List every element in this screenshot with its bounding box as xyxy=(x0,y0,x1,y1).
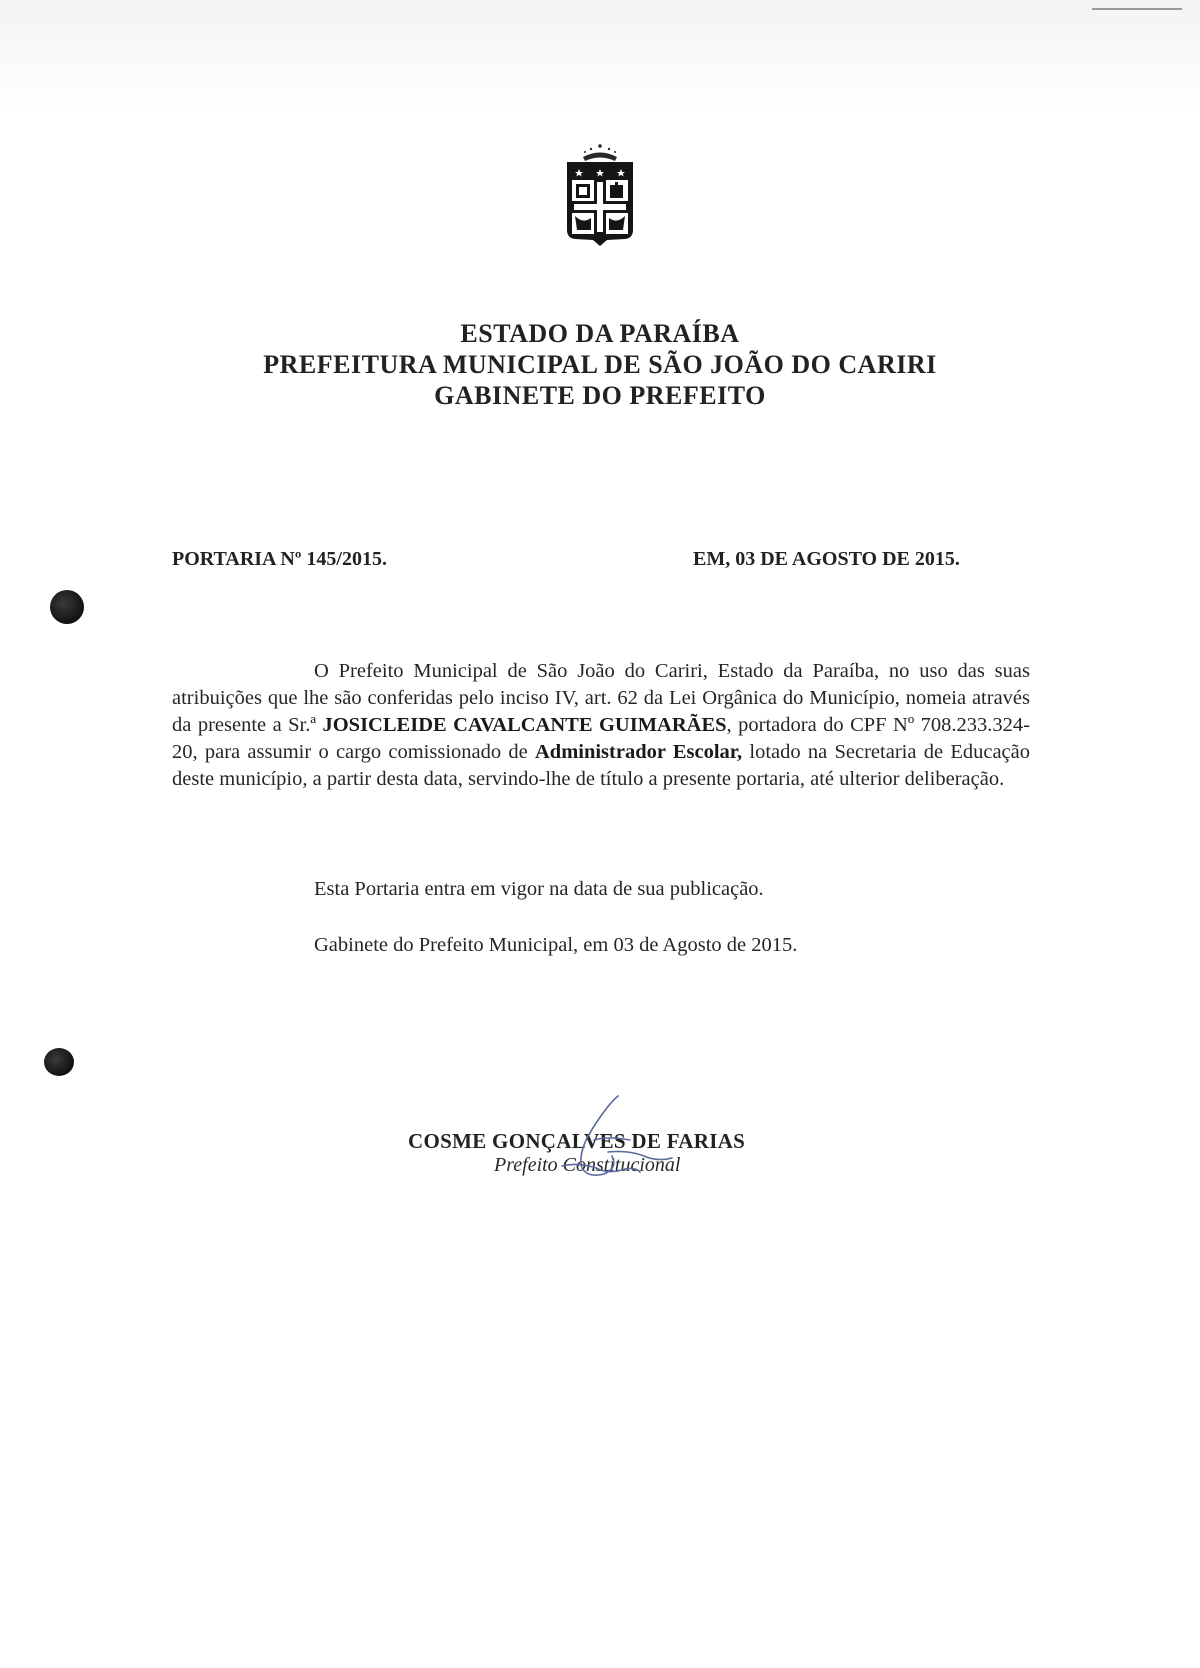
issue-place-date: Gabinete do Prefeito Municipal, em 03 de Agosto de 2015. xyxy=(314,934,798,956)
body-text-closing: lotado na Secretaria de Educação deste município, a partir desta data, servindo-lhe de título a presente portaria, até ulterior deliberação. xyxy=(172,741,1030,790)
portaria-date: EM, 03 DE AGOSTO DE 2015. xyxy=(693,548,960,570)
handwritten-signature xyxy=(548,1092,718,1192)
header-state: ESTADO DA PARAÍBA xyxy=(460,319,740,348)
portaria-body xyxy=(172,658,1030,793)
signer-name: COSME GONÇALVES DE FARIAS xyxy=(408,1129,746,1153)
document-header xyxy=(0,318,1200,411)
body-text-cpf: , portadora do CPF Nº 708.233.324-20, para assumir o cargo comissionado de xyxy=(172,714,1030,763)
portaria-number: PORTARIA Nº 145/2015. xyxy=(172,548,387,570)
body-text-intro: O Prefeito Municipal de São João do Cariri, Estado da Paraíba, no uso das suas atribuições que lhe são conferidas pelo inciso IV, art. 62 da Lei Orgânica do Município, nomeia através da presente a Sr.ª xyxy=(172,660,1030,736)
header-office: GABINETE DO PREFEITO xyxy=(434,381,766,410)
header-municipality: PREFEITURA MUNICIPAL DE SÃO JOÃO DO CARIRI xyxy=(263,350,937,379)
punch-hole-bottom xyxy=(44,1048,74,1076)
scan-artifact-line xyxy=(1092,8,1182,10)
effective-clause: Esta Portaria entra em vigor na data de sua publicação. xyxy=(314,878,764,900)
appointee-name: JOSICLEIDE CAVALCANTE GUIMARÃES xyxy=(322,714,727,736)
municipal-coat-of-arms-icon xyxy=(555,140,645,255)
punch-hole-top xyxy=(50,590,84,624)
scan-shadow xyxy=(0,0,1200,110)
appointed-role: Administrador Escolar, xyxy=(534,741,743,763)
signer-title: Prefeito Constitucional xyxy=(494,1154,681,1176)
